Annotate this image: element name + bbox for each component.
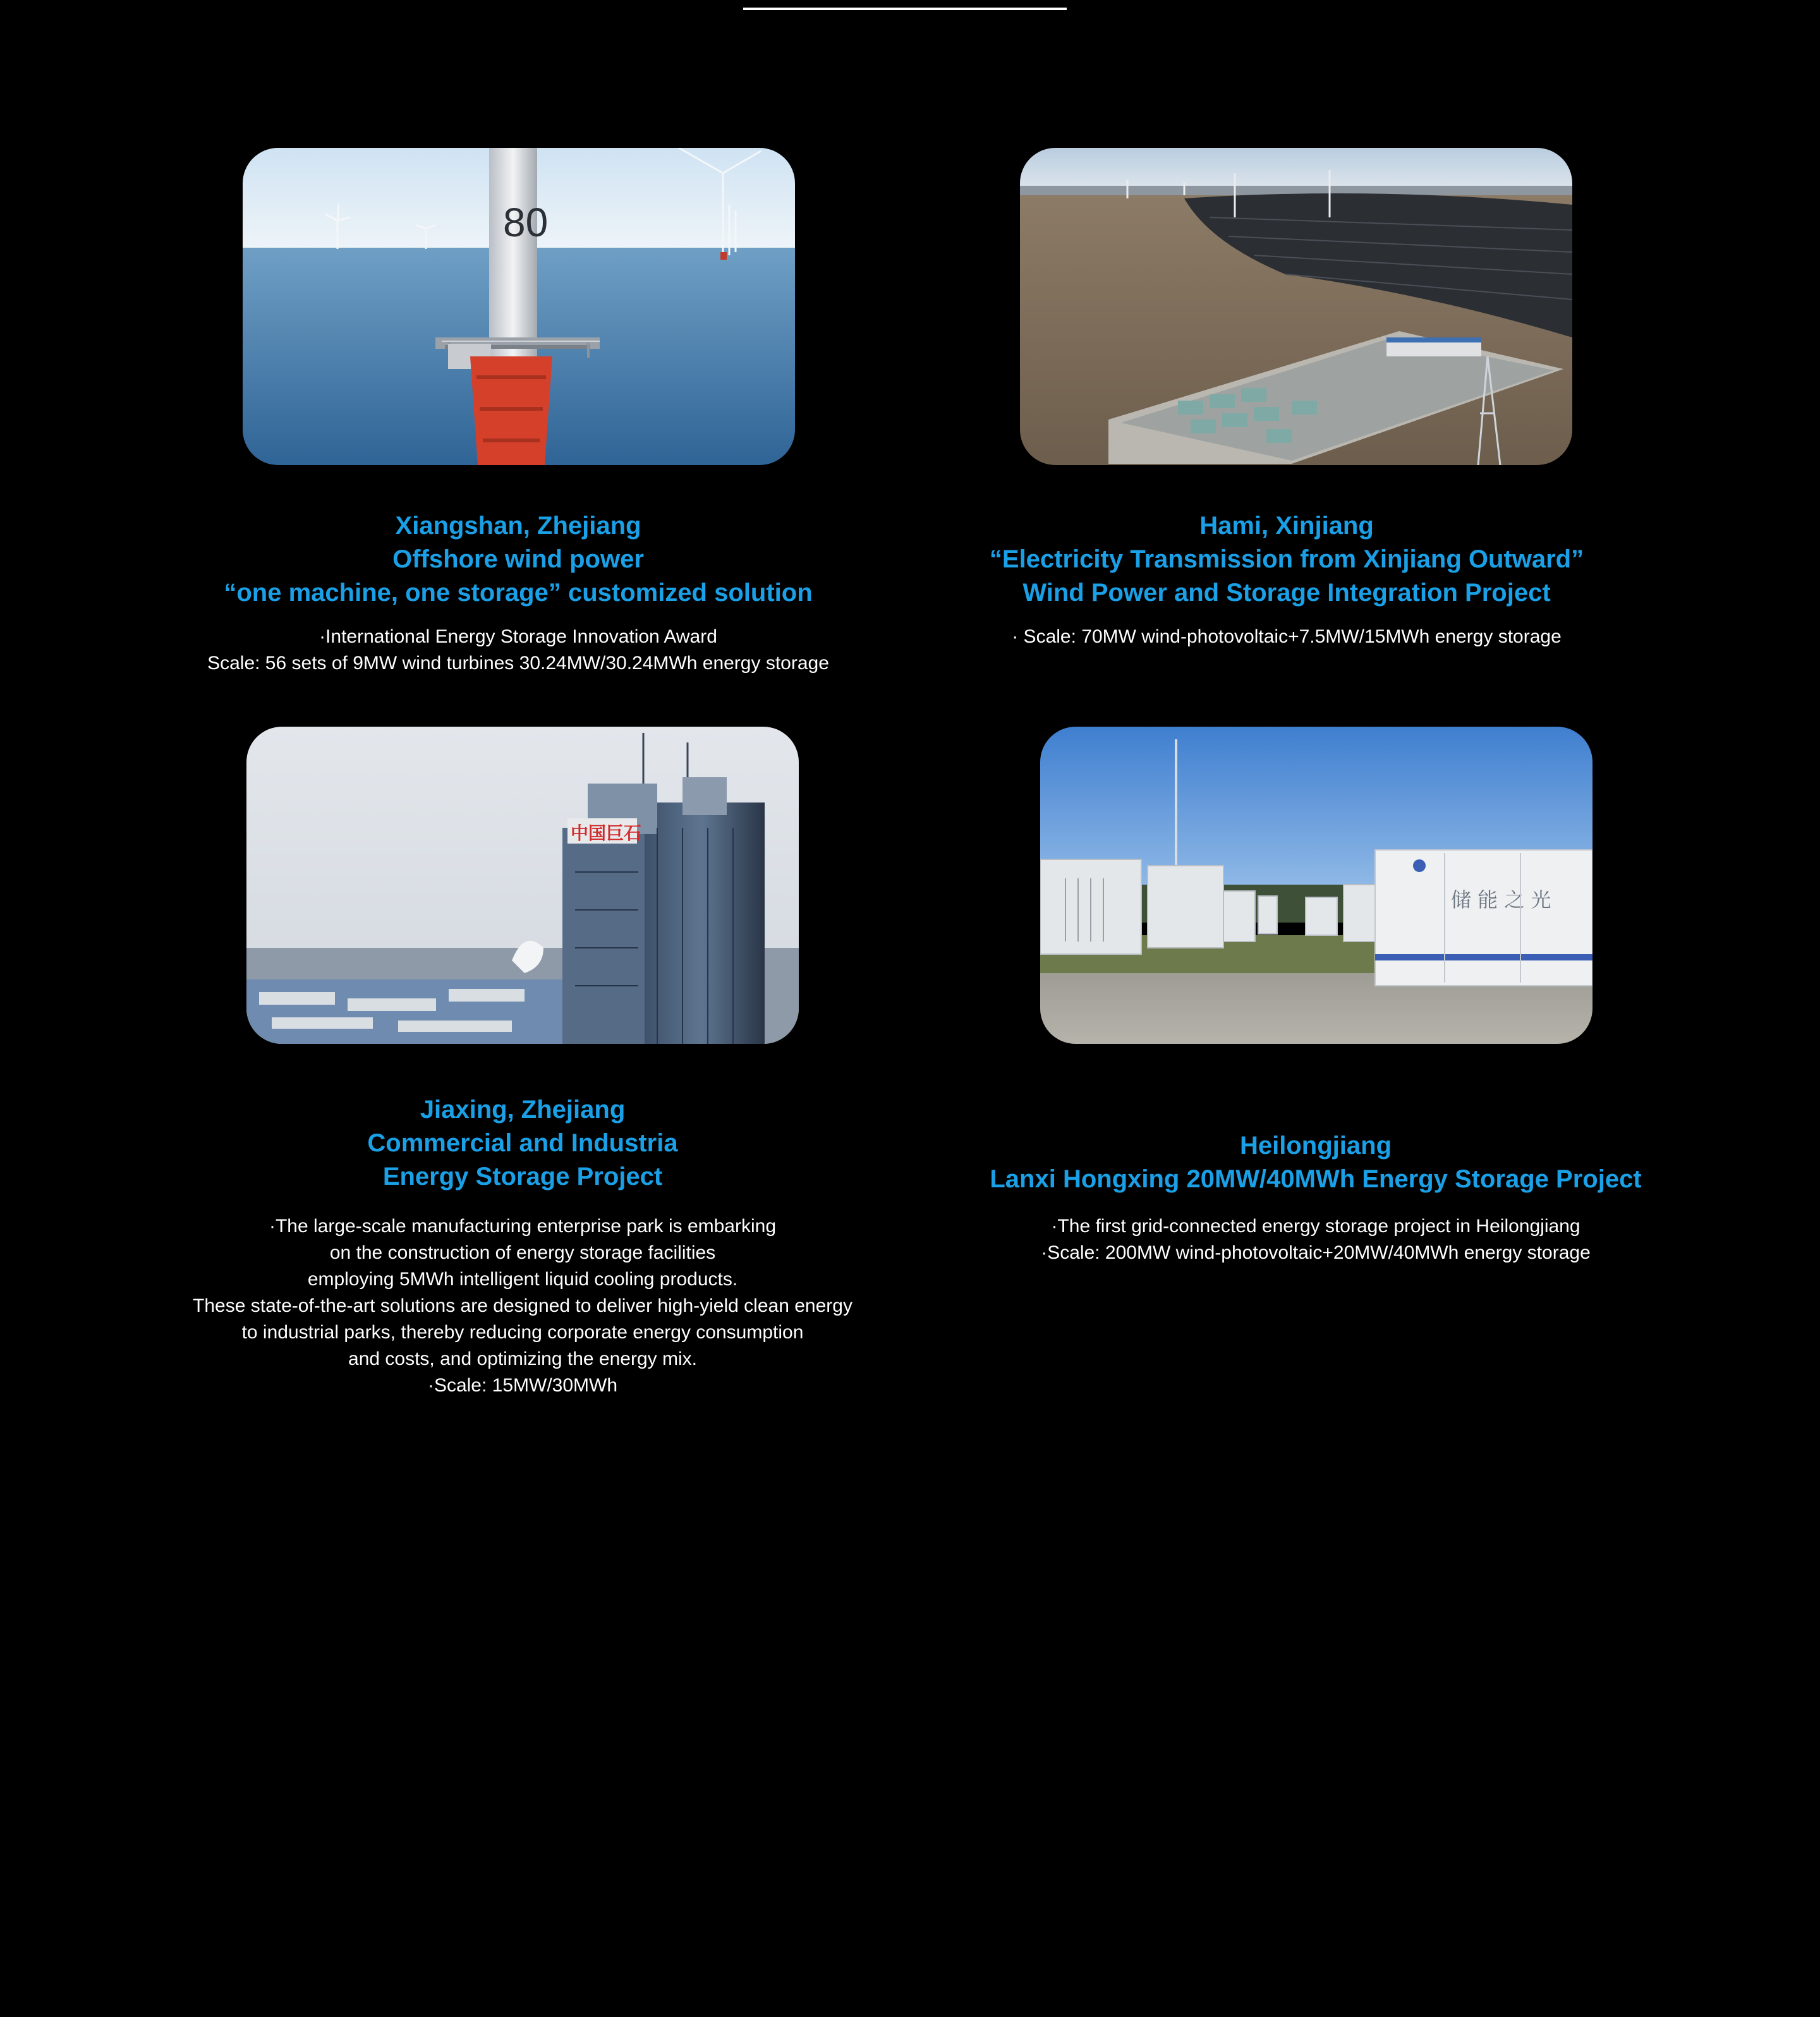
card-title [907, 509, 1666, 610]
section-divider-line [743, 8, 1067, 10]
desc-line: Scale: 56 sets of 9MW wind turbines 30.24MW/30.24MWh energy storage [207, 653, 829, 674]
card-title [937, 1129, 1695, 1196]
desc-line: ·Scale: 200MW wind-photovoltaic+20MW/40MWh energy storage [1041, 1242, 1591, 1263]
card-title [139, 509, 897, 610]
title-line: Commercial and Industria [367, 1129, 678, 1157]
card-description [907, 624, 1666, 650]
desert-solar-substation-photo [1020, 148, 1572, 465]
desc-line: to industrial parks, thereby reducing corporate energy consumption [241, 1322, 804, 1343]
building-sign: 中国巨石 [571, 823, 642, 844]
title-line: Wind Power and Storage Integration Project [1022, 579, 1551, 607]
desc-line: employing 5MWh intelligent liquid cooling products. [307, 1269, 738, 1290]
office-tower-industrial-park-photo [246, 727, 799, 1044]
battery-container-field-photo [1040, 727, 1592, 1044]
title-line: “Electricity Transmission from Xinjiang Outward” [989, 545, 1584, 573]
title-line: Xiangshan, Zhejiang [395, 512, 641, 540]
tower-number: 80 [503, 200, 549, 245]
card-title [143, 1093, 902, 1194]
card-description [143, 1213, 902, 1399]
desc-line: ·International Energy Storage Innovation Award [319, 626, 717, 647]
offshore-wind-turbine-photo [243, 148, 795, 465]
desc-line: ·The large-scale manufacturing enterprise park is embarking [269, 1216, 777, 1237]
desc-line: and costs, and optimizing the energy mix. [348, 1348, 697, 1369]
desc-line: · Scale: 70MW wind-photovoltaic+7.5MW/15MWh energy storage [1012, 626, 1562, 647]
desc-line: These state-of-the-art solutions are designed to deliver high-yield clean energy [193, 1295, 852, 1316]
title-line: Heilongjiang [1240, 1132, 1392, 1160]
card-description [139, 624, 897, 677]
desc-line: ·The first grid-connected energy storage project in Heilongjiang [1051, 1216, 1580, 1237]
desc-line: ·Scale: 15MW/30MWh [427, 1375, 618, 1396]
title-line: Offshore wind power [392, 545, 644, 573]
container-sign: 储 能 之 光 [1451, 888, 1551, 912]
title-line: Jiaxing, Zhejiang [420, 1096, 626, 1124]
title-line: Energy Storage Project [382, 1163, 663, 1190]
desc-line: on the construction of energy storage facilities [329, 1242, 716, 1263]
title-line: Hami, Xinjiang [1199, 512, 1374, 540]
card-description [937, 1213, 1695, 1266]
title-line: “one machine, one storage” customized solution [224, 579, 813, 607]
title-line: Lanxi Hongxing 20MW/40MWh Energy Storage Project [990, 1165, 1642, 1193]
